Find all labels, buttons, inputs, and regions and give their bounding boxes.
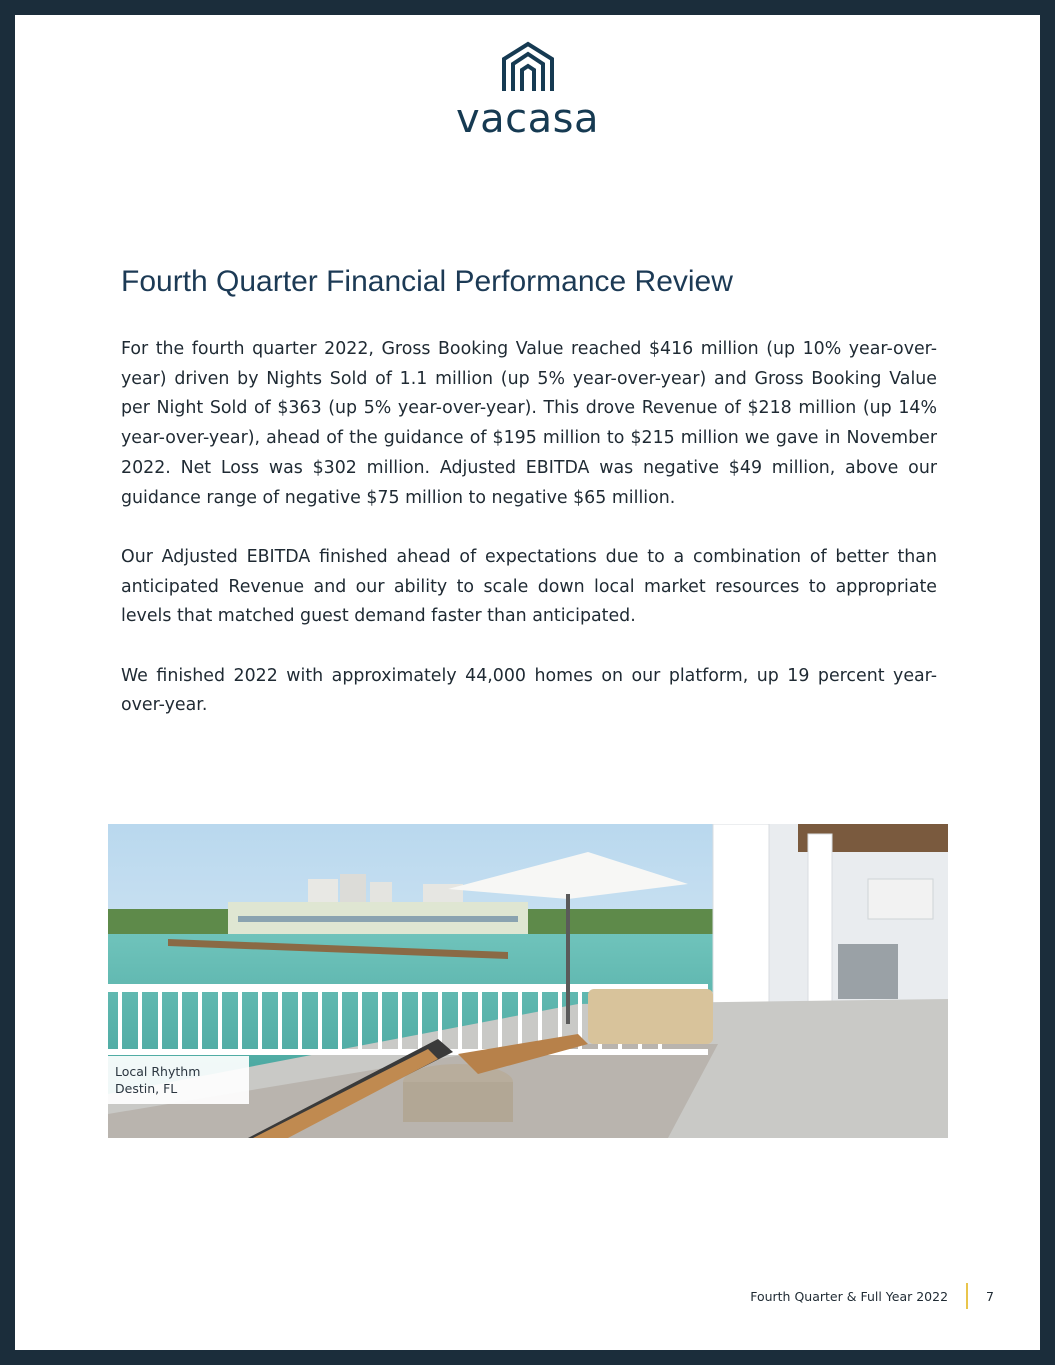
photo-caption bbox=[108, 1056, 249, 1104]
page-footer bbox=[750, 1283, 994, 1309]
footer-label: Fourth Quarter & Full Year 2022 bbox=[750, 1288, 949, 1304]
paragraph-adjusted-ebitda: Our Adjusted EBITDA finished ahead of expectations due to a combination of better than anticipated Revenue and our ability to scale down local market resources to appropriate levels that matched guest demand faster than anticipated. bbox=[121, 546, 937, 627]
body-text bbox=[121, 335, 937, 751]
paragraph-homes-count: We finished 2022 with approximately 44,000 homes on our platform, up 19 percent year-over-year. bbox=[121, 665, 937, 716]
page-number: 7 bbox=[986, 1288, 994, 1304]
page-title: Fourth Quarter Financial Performance Review bbox=[121, 265, 733, 298]
photo-caption-title: Local Rhythm bbox=[115, 1064, 201, 1079]
logo-wordmark: vacasa bbox=[455, 96, 600, 142]
house-outline-icon bbox=[500, 41, 556, 93]
property-photo bbox=[108, 824, 948, 1138]
vacasa-logo bbox=[15, 41, 1040, 141]
document-page bbox=[15, 15, 1040, 1350]
photo-caption-location: Destin, FL bbox=[115, 1081, 178, 1096]
footer-divider bbox=[966, 1283, 968, 1309]
paragraph-q4-performance: For the fourth quarter 2022, Gross Booking Value reached $416 million (up 10% year-over-year) driven by Nights Sold of 1.1 million (up 5% year-over-year) and Gross Booking Value per Night Sold of $363 (up 5% year-over-year). This drove Revenue of $218 million (up 14% year-over-year), ahead of the guidance of $195 million to $215 million we gave in November 2022. Net Loss was $302 million. Adjusted EBITDA was negative $49 million, above our guidance range of negative $75 million to negative $65 million. bbox=[121, 339, 937, 508]
